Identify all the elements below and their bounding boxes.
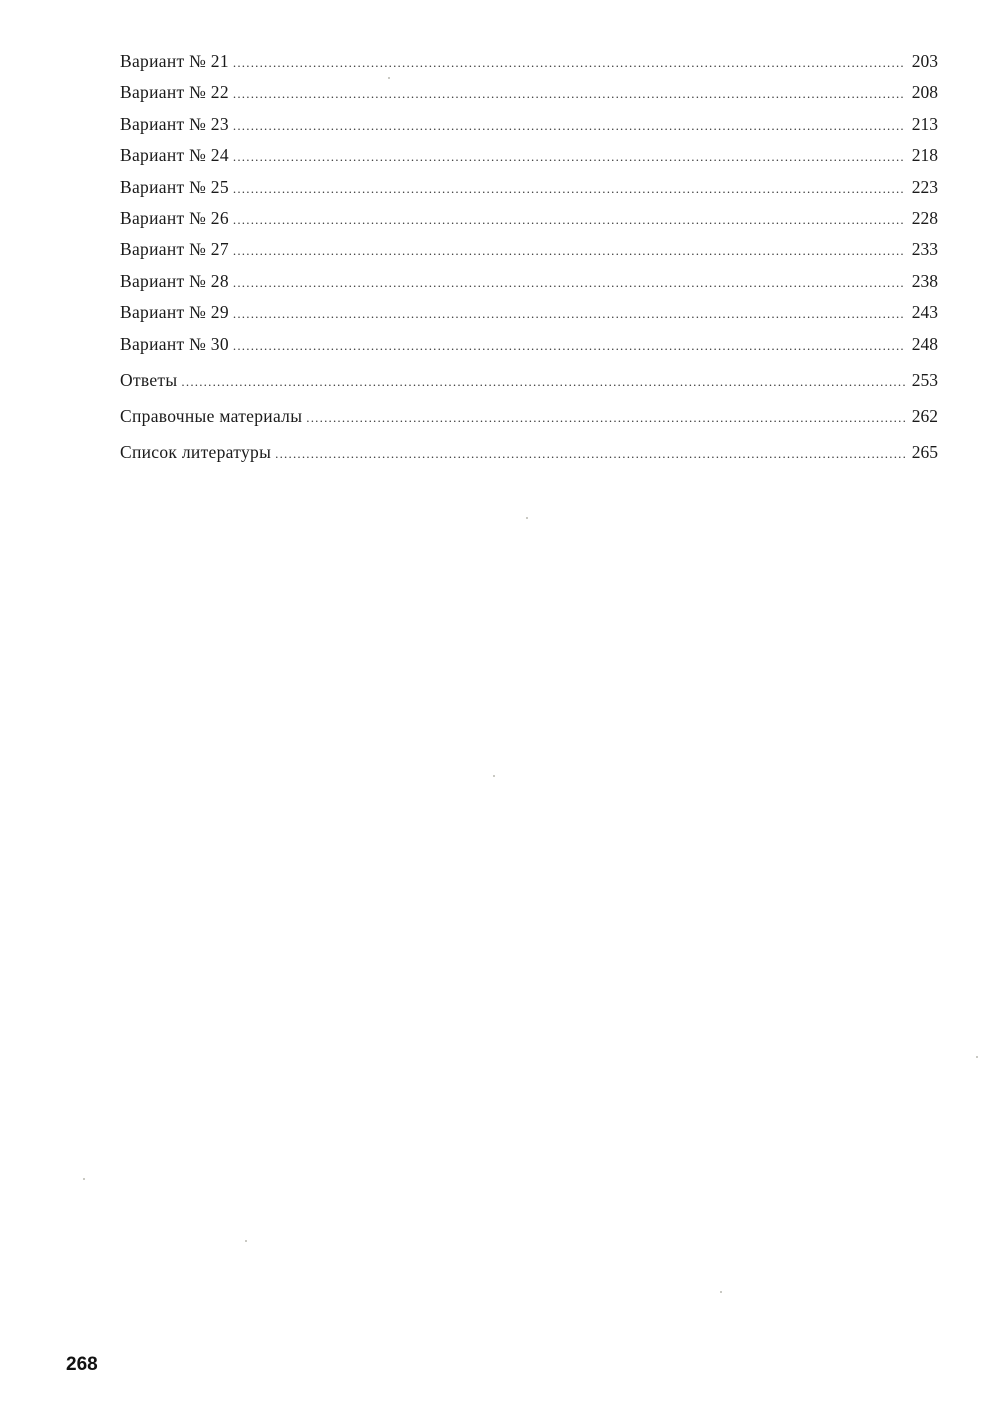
- toc-entry-page: 218: [911, 145, 938, 166]
- table-of-contents: [120, 46, 938, 469]
- toc-entry: [120, 297, 938, 328]
- scan-speck: [83, 1178, 85, 1180]
- toc-entry-page: 262: [911, 406, 938, 427]
- scan-speck: [976, 1056, 978, 1058]
- toc-entry: [120, 46, 938, 77]
- toc-entry-title: Справочные материалы: [120, 406, 303, 427]
- toc-dot-leader: [233, 235, 905, 266]
- toc-dot-leader: [233, 204, 905, 235]
- toc-entry: [120, 109, 938, 140]
- toc-entry-page: 238: [911, 270, 938, 291]
- toc-dot-leader: [306, 402, 905, 433]
- page-number: 268: [66, 1354, 98, 1375]
- toc-entry-page: 213: [911, 113, 938, 134]
- toc-entry: [120, 203, 938, 234]
- toc-entry-page: 243: [911, 302, 938, 323]
- toc-entry-title: Вариант № 29: [120, 302, 229, 323]
- toc-entry-title: Список литературы: [120, 442, 272, 463]
- toc-entry-title: Вариант № 23: [120, 113, 229, 134]
- toc-entry: [120, 172, 938, 203]
- toc-dot-leader: [233, 298, 905, 329]
- toc-entry-title: Вариант № 22: [120, 82, 229, 103]
- toc-entry-page: 253: [911, 369, 938, 390]
- toc-dot-leader: [181, 366, 905, 397]
- toc-dot-leader: [233, 330, 905, 361]
- toc-dot-leader: [233, 47, 905, 78]
- scan-speck: [720, 1291, 722, 1293]
- toc-entry: [120, 234, 938, 265]
- toc-dot-leader: [233, 78, 905, 109]
- toc-entry: [120, 140, 938, 171]
- toc-entry-title: Вариант № 24: [120, 145, 229, 166]
- toc-entry-title: Вариант № 25: [120, 176, 229, 197]
- toc-dot-leader: [233, 110, 905, 141]
- toc-entry: [120, 266, 938, 297]
- toc-entry-title: Вариант № 27: [120, 239, 229, 260]
- toc-entry-page: 248: [911, 333, 938, 354]
- toc-entry-title: Ответы: [120, 369, 178, 390]
- toc-dot-leader: [233, 267, 905, 298]
- toc-entry-page: 265: [911, 442, 938, 463]
- toc-entry-title: Вариант № 21: [120, 51, 229, 71]
- scan-speck: [388, 77, 390, 79]
- toc-entry: [120, 77, 938, 108]
- toc-entry: [120, 401, 938, 432]
- toc-dot-leader: [233, 173, 905, 204]
- toc-entry-page: 208: [911, 82, 938, 103]
- toc-entry: [120, 437, 938, 468]
- scan-speck: [493, 775, 495, 777]
- toc-entry-title: Вариант № 26: [120, 207, 229, 228]
- toc-entry-title: Вариант № 28: [120, 270, 229, 291]
- toc-entry-page: 203: [911, 51, 938, 71]
- toc-entry: [120, 365, 938, 396]
- toc-entry: [120, 329, 938, 360]
- toc-dot-leader: [275, 438, 905, 469]
- toc-entry-page: 223: [911, 176, 938, 197]
- toc-entry-title: Вариант № 30: [120, 333, 229, 354]
- toc-entry-page: 233: [911, 239, 938, 260]
- toc-dot-leader: [233, 141, 905, 172]
- toc-entry-page: 228: [911, 207, 938, 228]
- scan-speck: [245, 1240, 247, 1242]
- scan-speck: [526, 517, 528, 519]
